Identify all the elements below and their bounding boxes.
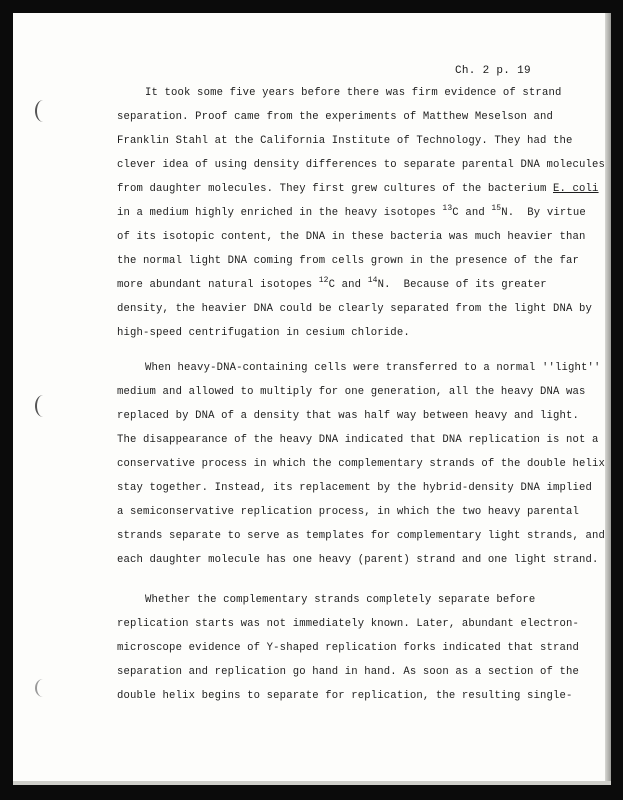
binder-hole-bottom — [35, 679, 51, 697]
text-line: the normal light DNA coming from cells grown in the presence of the far — [117, 255, 580, 267]
text-line: separation. Proof came from the experiments of Matthew Meselson and — [117, 111, 553, 123]
text-line: replaced by DNA of a density that was half way between heavy and light. — [117, 410, 580, 422]
page-bottom-edge — [13, 781, 611, 785]
binder-hole-middle — [35, 395, 51, 417]
isotope-mass: 12 — [318, 276, 329, 285]
text-line — [117, 276, 547, 291]
organism-name: E. coli — [553, 183, 599, 195]
text-line: double helix begins to separate for replication, the resulting single- — [117, 690, 573, 702]
text-line — [117, 204, 586, 219]
text-line: stay together. Instead, its replacement by the hybrid-density DNA implied — [117, 482, 593, 494]
binder-hole-top — [35, 100, 51, 122]
isotope-symbol: C — [452, 207, 459, 219]
text-line: of its isotopic content, the DNA in these bacteria was much heavier than — [117, 231, 586, 243]
page-reference: Ch. 2 p. 19 — [455, 65, 531, 77]
isotope-mass: 13 — [442, 204, 453, 213]
text-line: When heavy-DNA-containing cells were transferred to a normal ''light'' — [145, 362, 601, 374]
text-line: separation and replication go hand in hand. As soon as a section of the — [117, 666, 580, 678]
text-line: high-speed centrifugation in cesium chloride. — [117, 327, 410, 339]
isotope-symbol: N. — [501, 207, 515, 219]
text-line: density, the heavier DNA could be clearly separated from the light DNA by — [117, 303, 593, 315]
text-line: The disappearance of the heavy DNA indicated that DNA replication is not a — [117, 434, 599, 446]
text-line: replication starts was not immediately known. Later, abundant electron- — [117, 618, 580, 630]
text-line — [117, 183, 599, 195]
text-segment: more abundant natural isotopes — [117, 279, 313, 291]
text-line: a semiconservative replication process, in which the two heavy parental — [117, 506, 580, 518]
text-line: strands separate to serve as templates for complementary light strands, and — [117, 530, 606, 542]
text-segment: By virtue — [527, 207, 586, 219]
conjunction: and — [465, 207, 485, 219]
conjunction: and — [341, 279, 362, 291]
page-edge-shadow — [605, 13, 611, 785]
text-line: conservative process in which the complementary strands of the double helix — [117, 458, 606, 470]
text-line: Whether the complementary strands completely separate before — [145, 594, 536, 606]
text-segment: from daughter molecules. They first grew cultures of the bacterium — [117, 183, 547, 195]
text-line: microscope evidence of Y-shaped replication forks indicated that strand — [117, 642, 580, 654]
manuscript-page — [13, 13, 611, 785]
text-segment: Because of its greater — [403, 279, 547, 291]
text-line: each daughter molecule has one heavy (parent) strand and one light strand. — [117, 554, 599, 566]
text-line: It took some five years before there was firm evidence of strand — [145, 87, 562, 99]
text-segment: in a medium highly enriched in the heavy isotopes — [117, 207, 436, 219]
isotope-mass: 15 — [491, 204, 502, 213]
isotope-mass: 14 — [367, 276, 378, 285]
isotope-symbol: C — [328, 279, 336, 291]
text-line: medium and allowed to multiply for one generation, all the heavy DNA was — [117, 386, 586, 398]
isotope-symbol: N. — [377, 279, 391, 291]
text-line: clever idea of using density differences to separate parental DNA molecules — [117, 159, 606, 171]
text-line: Franklin Stahl at the California Institute of Technology. They had the — [117, 135, 573, 147]
